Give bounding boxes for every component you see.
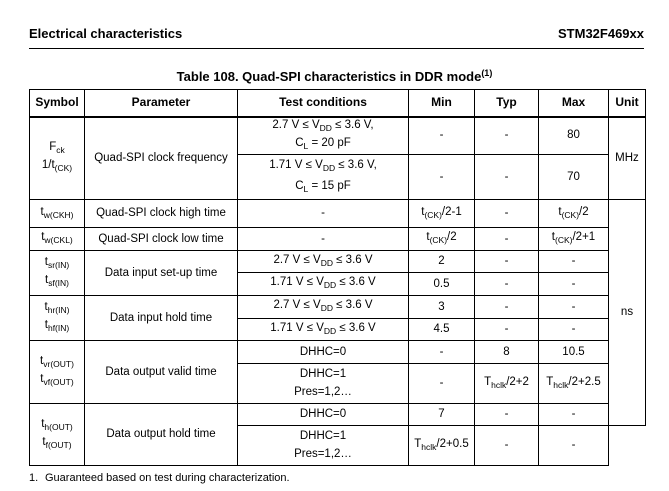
- condition-cell: -: [238, 200, 409, 228]
- table-row: [30, 251, 646, 273]
- parameter-cell: Data input hold time: [85, 296, 238, 341]
- col-header-max: Max: [539, 90, 609, 117]
- unit-cell: MHz: [609, 117, 646, 200]
- table-header-row: [30, 90, 646, 117]
- typ-cell: -: [475, 155, 539, 200]
- parameter-cell: Quad-SPI clock low time: [85, 228, 238, 251]
- min-cell: 7: [409, 404, 475, 426]
- table-row: [30, 117, 646, 155]
- symbol-cell: $F_{ck}$ $1/t_{(CK)}$: [30, 117, 85, 200]
- min-cell: 4.5: [409, 319, 475, 341]
- max-cell: $t_{(CK)}/2+1$: [539, 228, 609, 251]
- min-cell: 2: [409, 251, 475, 273]
- condition-cell: -: [238, 228, 409, 251]
- quad-spi-ddr-table: [29, 89, 646, 466]
- max-cell: $t_{(CK)}/2$: [539, 200, 609, 228]
- footnote: [29, 472, 290, 484]
- max-cell: $T_{hclk}/2+2.5$: [539, 364, 609, 404]
- condition-cell: DHHC=0: [238, 404, 409, 426]
- min-cell: 0.5: [409, 273, 475, 296]
- footnote-ref: (1): [481, 68, 493, 78]
- typ-cell: -: [475, 296, 539, 319]
- typ-cell: -: [475, 228, 539, 251]
- table-row: [30, 404, 646, 426]
- typ-cell: -: [475, 404, 539, 426]
- symbol-cell: $t_{vr(OUT)}$ $t_{vf(OUT)}$: [30, 341, 85, 404]
- parameter-cell: Data input set-up time: [85, 251, 238, 296]
- symbol-cell: $t_{hr(IN)}$ $t_{hf(IN)}$: [30, 296, 85, 341]
- col-header-parameter: Parameter: [85, 90, 238, 117]
- max-cell: -: [539, 296, 609, 319]
- footnote-text: Guaranteed based on test during characterization.: [45, 472, 290, 484]
- condition-cell: 2.7 $V \le V_{DD} \le 3.6$ V: [238, 296, 409, 319]
- header-divider: [29, 48, 644, 49]
- max-cell: -: [539, 404, 609, 426]
- symbol-cell: $t_{w(CKL)}$: [30, 228, 85, 251]
- col-header-unit: Unit: [609, 90, 646, 117]
- max-cell: -: [539, 319, 609, 341]
- min-cell: 3: [409, 296, 475, 319]
- condition-cell: 1.71 $V \le V_{DD} \le 3.6$ V: [238, 319, 409, 341]
- condition-cell: DHHC=1 Pres=1,2…: [238, 364, 409, 404]
- min-cell: -: [409, 364, 475, 404]
- typ-cell: $T_{hclk}/2+2$: [475, 364, 539, 404]
- parameter-cell: Quad-SPI clock frequency: [85, 117, 238, 200]
- typ-cell: -: [475, 200, 539, 228]
- max-cell: -: [539, 251, 609, 273]
- max-cell: 70: [539, 155, 609, 200]
- max-cell: 80: [539, 117, 609, 155]
- typ-cell: -: [475, 273, 539, 296]
- symbol-cell: $t_{w(CKH)}$: [30, 200, 85, 228]
- col-header-test-conditions: Test conditions: [238, 90, 409, 117]
- table-row: [30, 228, 646, 251]
- min-cell: $t_{(CK)}/2$: [409, 228, 475, 251]
- condition-cell: 1.71 $V \le V_{DD} \le 3.6$ V, $C_L = 15$ pF: [238, 155, 409, 200]
- table-title: Table 108. Quad-SPI characteristics in DDR mode$^{(1)}$: [176, 68, 493, 84]
- max-cell: 10.5: [539, 341, 609, 364]
- min-cell: $T_{hclk}/2+0.5$: [409, 426, 475, 466]
- typ-cell: 8: [475, 341, 539, 364]
- condition-cell: 2.7 $V \le V_{DD} \le 3.6$ V: [238, 251, 409, 273]
- parameter-cell: Data output hold time: [85, 404, 238, 466]
- typ-cell: -: [475, 319, 539, 341]
- unit-cell: ns: [609, 200, 646, 426]
- symbol-cell: $t_{h(OUT)}$ $t_{f(OUT)}$: [30, 404, 85, 466]
- typ-cell: -: [475, 426, 539, 466]
- typ-cell: -: [475, 117, 539, 155]
- min-cell: -: [409, 117, 475, 155]
- condition-cell: 1.71 $V \le V_{DD} \le 3.6$ V: [238, 273, 409, 296]
- col-header-min: Min: [409, 90, 475, 117]
- min-cell: -: [409, 155, 475, 200]
- typ-cell: -: [475, 251, 539, 273]
- part-number: STM32F469xx: [558, 26, 644, 41]
- condition-cell: DHHC=0: [238, 341, 409, 364]
- condition-cell: DHHC=1 Pres=1,2…: [238, 426, 409, 466]
- max-cell: -: [539, 426, 609, 466]
- table-row: [30, 341, 646, 364]
- col-header-typ: Typ: [475, 90, 539, 117]
- section-title: Electrical characteristics: [29, 26, 183, 41]
- parameter-cell: Data output valid time: [85, 341, 238, 404]
- min-cell: $t_{(CK)}/2-1$: [409, 200, 475, 228]
- table-row: [30, 296, 646, 319]
- max-cell: -: [539, 273, 609, 296]
- parameter-cell: Quad-SPI clock high time: [85, 200, 238, 228]
- col-header-symbol: Symbol: [30, 90, 85, 117]
- symbol-cell: $t_{sr(IN)}$ $t_{sf(IN)}$: [30, 251, 85, 296]
- condition-cell: 2.7 $V \le V_{DD} \le 3.6$ V, $C_L = 20$ pF: [238, 117, 409, 155]
- table-row: [30, 200, 646, 228]
- min-cell: -: [409, 341, 475, 364]
- footnote-number: 1.: [29, 472, 39, 484]
